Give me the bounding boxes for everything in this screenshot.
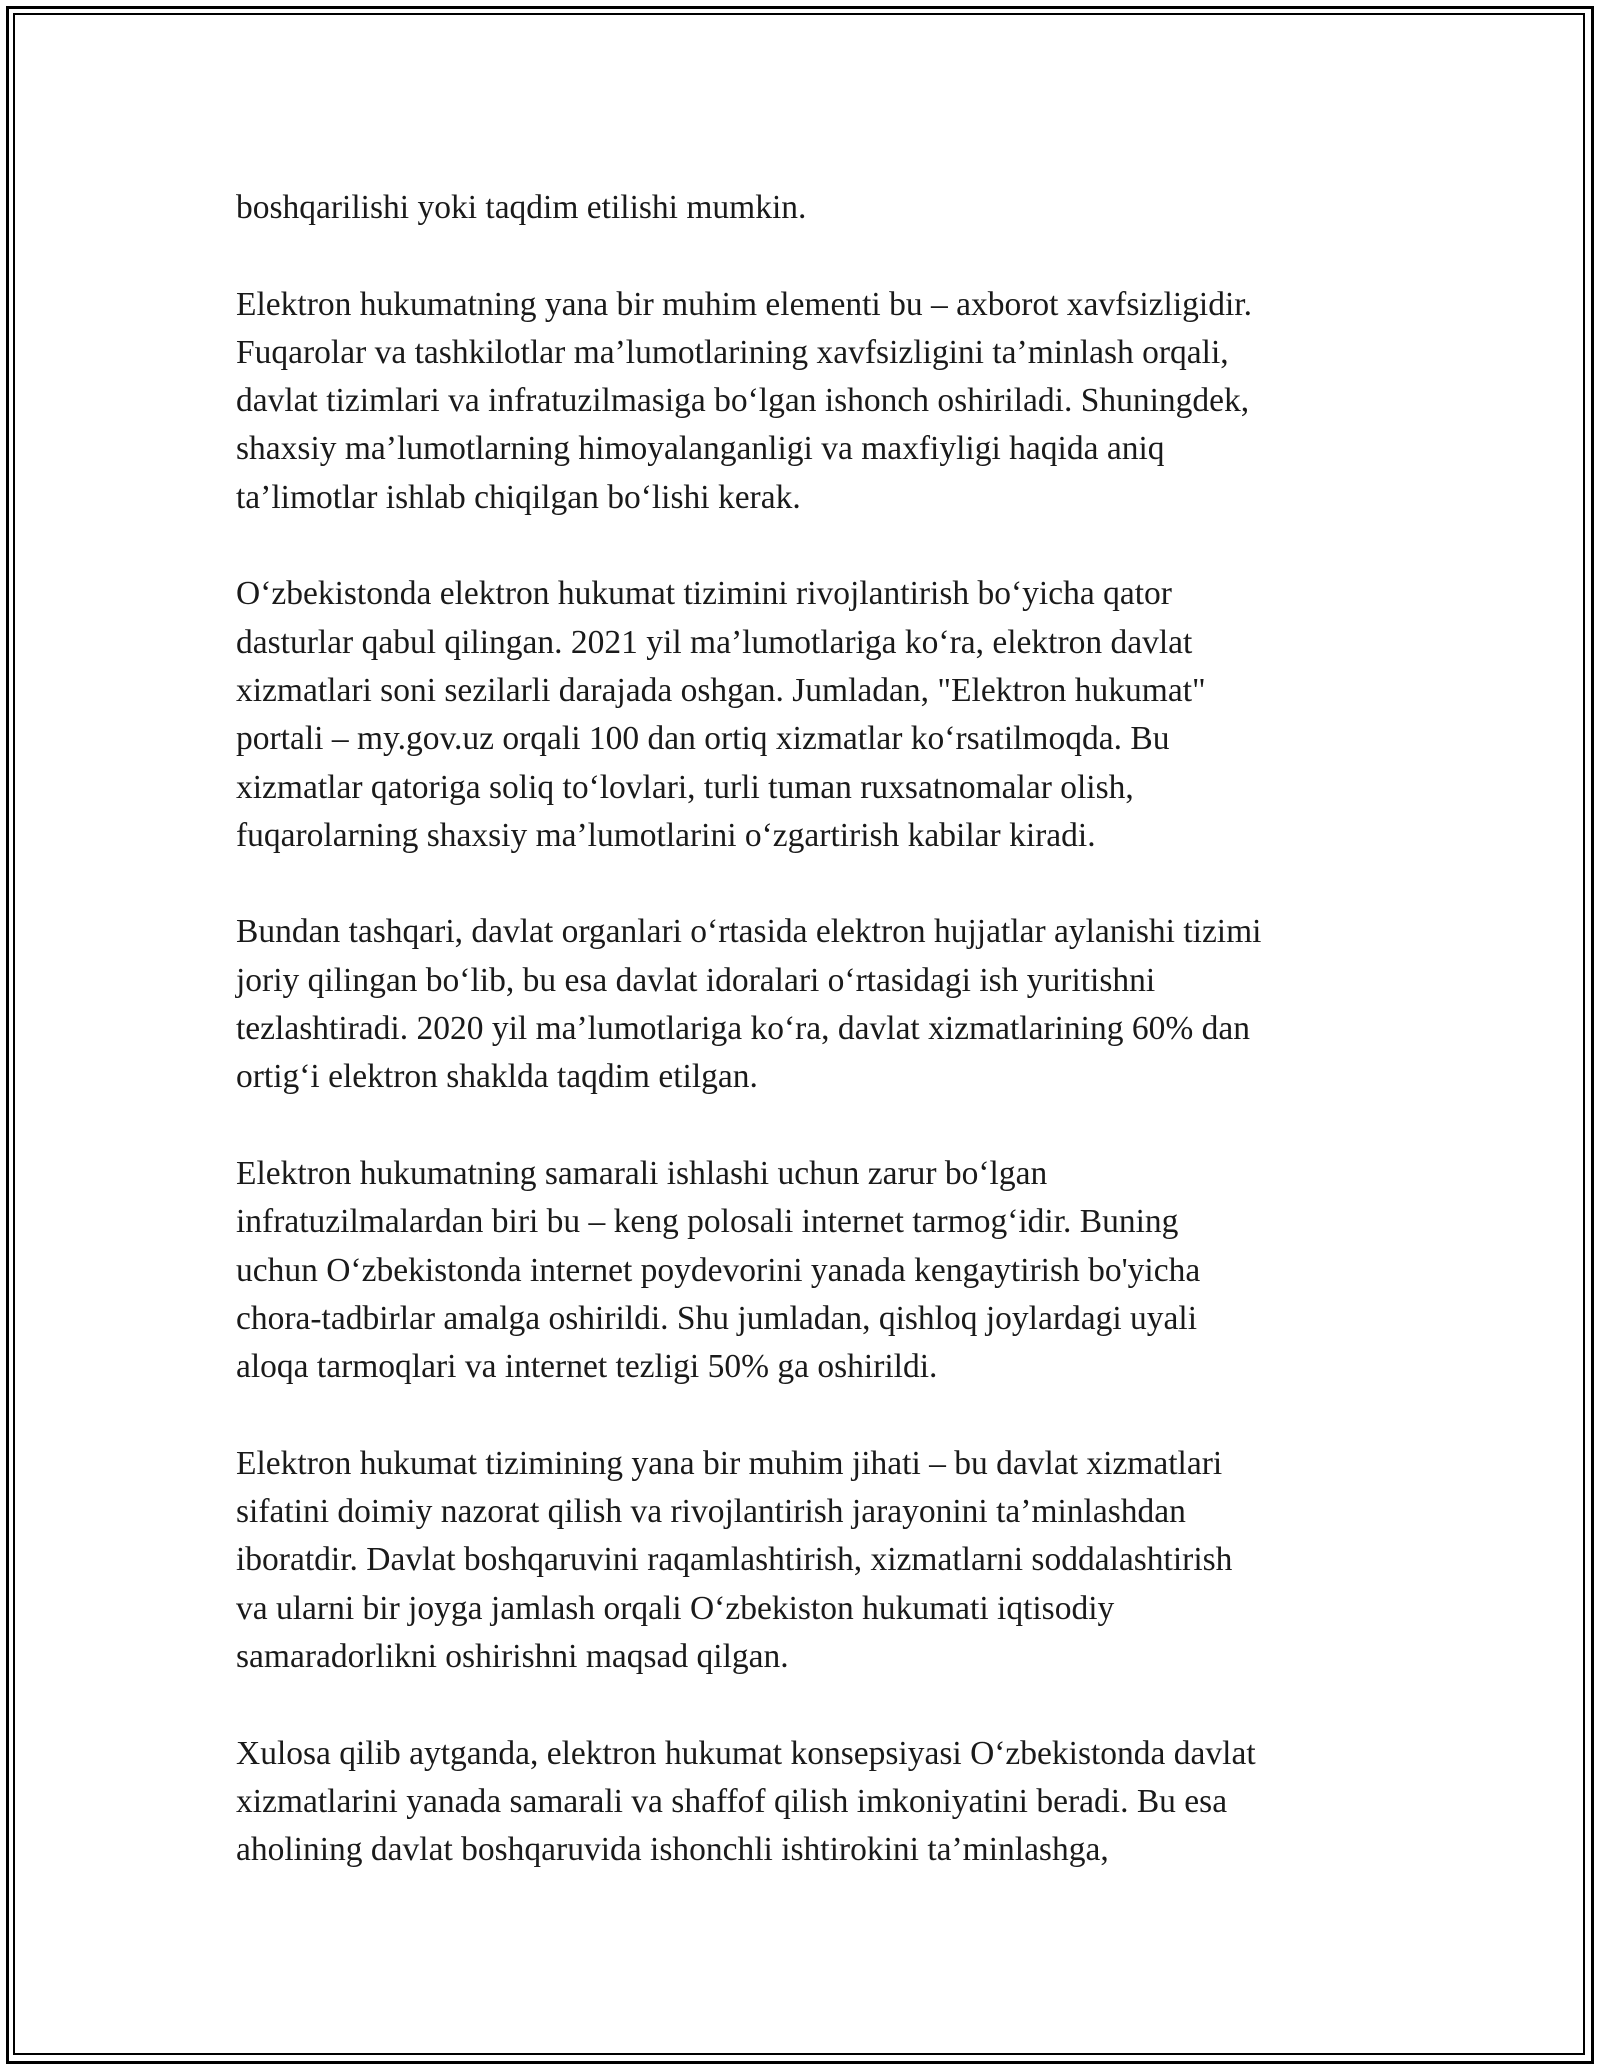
text-line: infratuzilmalardan biri bu – keng polosali internet tarmogʻidir. Buning	[236, 1203, 1179, 1241]
text-line: samaradorlikni oshirishni maqsad qilgan.	[236, 1637, 789, 1675]
text-line: Oʻzbekistonda elektron hukumat tizimini rivojlantirish boʻyicha qator	[236, 575, 1172, 613]
text-line: joriy qilingan boʻlib, bu esa davlat idoralari oʻrtasidagi ish yuritishni	[236, 961, 1156, 999]
paragraph	[236, 908, 1386, 1101]
text-line: xizmatlari soni sezilarli darajada oshgan. Jumladan, "Elektron hukumat"	[236, 671, 1206, 709]
paragraph	[236, 1440, 1386, 1681]
text-line: shaxsiy ma’lumotlarning himoyalanganligi va maxfiyligi haqida aniq	[236, 430, 1165, 468]
text-line: ta’limotlar ishlab chiqilgan boʻlishi kerak.	[236, 478, 801, 516]
text-line: boshqarilishi yoki taqdim etilishi mumkin.	[236, 189, 807, 226]
paragraph	[236, 570, 1386, 860]
text-line: sifatini doimiy nazorat qilish va rivojlantirish jarayonini ta’minlashdan	[236, 1493, 1186, 1531]
text-line: Fuqarolar va tashkilotlar ma’lumotlarining xavfsizligini ta’minlash orqali,	[236, 333, 1229, 371]
text-line: Xulosa qilib aytganda, elektron hukumat konsepsiyasi Oʻzbekistonda davlat	[236, 1734, 1256, 1772]
text-line: portali – my.gov.uz orqali 100 dan ortiq xizmatlar koʻrsatilmoqda. Bu	[236, 720, 1170, 758]
text-line: va ularni bir joyga jamlash orqali Oʻzbekiston hukumati iqtisodiy	[236, 1589, 1115, 1627]
text-line: dasturlar qabul qilingan. 2021 yil ma’lumotlariga koʻra, elektron davlat	[236, 623, 1193, 661]
text-line: aholining davlat boshqaruvida ishonchli ishtirokini ta’minlashga,	[236, 1831, 1109, 1869]
text-line: Elektron hukumatning samarali ishlashi uchun zarur boʻlgan	[236, 1154, 1048, 1192]
text-line: aloqa tarmoqlari va internet tezligi 50% ga oshirildi.	[236, 1348, 938, 1386]
text-line: davlat tizimlari va infratuzilmasiga boʻlgan ishonch oshiriladi. Shuningdek,	[236, 382, 1250, 420]
text-line: fuqarolarning shaxsiy ma’lumotlarini oʻzgartirish kabilar kiradi.	[236, 816, 1096, 854]
paragraph	[236, 184, 1386, 232]
text-line: Bundan tashqari, davlat organlari oʻrtasida elektron hujjatlar aylanishi tizimi	[236, 913, 1262, 951]
text-line: uchun Oʻzbekistonda internet poydevorini yanada kengaytirish bo'yicha	[236, 1251, 1201, 1289]
text-line: chora-tadbirlar amalga oshirildi. Shu jumladan, qishloq joylardagi uyali	[236, 1299, 1198, 1337]
text-line: xizmatlarini yanada samarali va shaffof qilish imkoniyatini beradi. Bu esa	[236, 1782, 1228, 1820]
text-line: ortigʻi elektron shaklda taqdim etilgan.	[236, 1058, 758, 1096]
document-body	[236, 184, 1386, 1923]
text-line: xizmatlar qatoriga soliq toʻlovlari, turli tuman ruxsatnomalar olish,	[236, 768, 1134, 806]
text-line: Elektron hukumatning yana bir muhim elementi bu – axborot xavfsizligidir.	[236, 285, 1252, 323]
paragraph	[236, 281, 1386, 522]
text-line: iboratdir. Davlat boshqaruvini raqamlashtirish, xizmatlarni soddalashtirish	[236, 1541, 1233, 1579]
paragraph	[236, 1730, 1386, 1875]
paragraph	[236, 1150, 1386, 1391]
text-line: Elektron hukumat tizimining yana bir muhim jihati – bu davlat xizmatlari	[236, 1444, 1223, 1482]
text-line: tezlashtiradi. 2020 yil ma’lumotlariga koʻra, davlat xizmatlarining 60% dan	[236, 1010, 1250, 1048]
